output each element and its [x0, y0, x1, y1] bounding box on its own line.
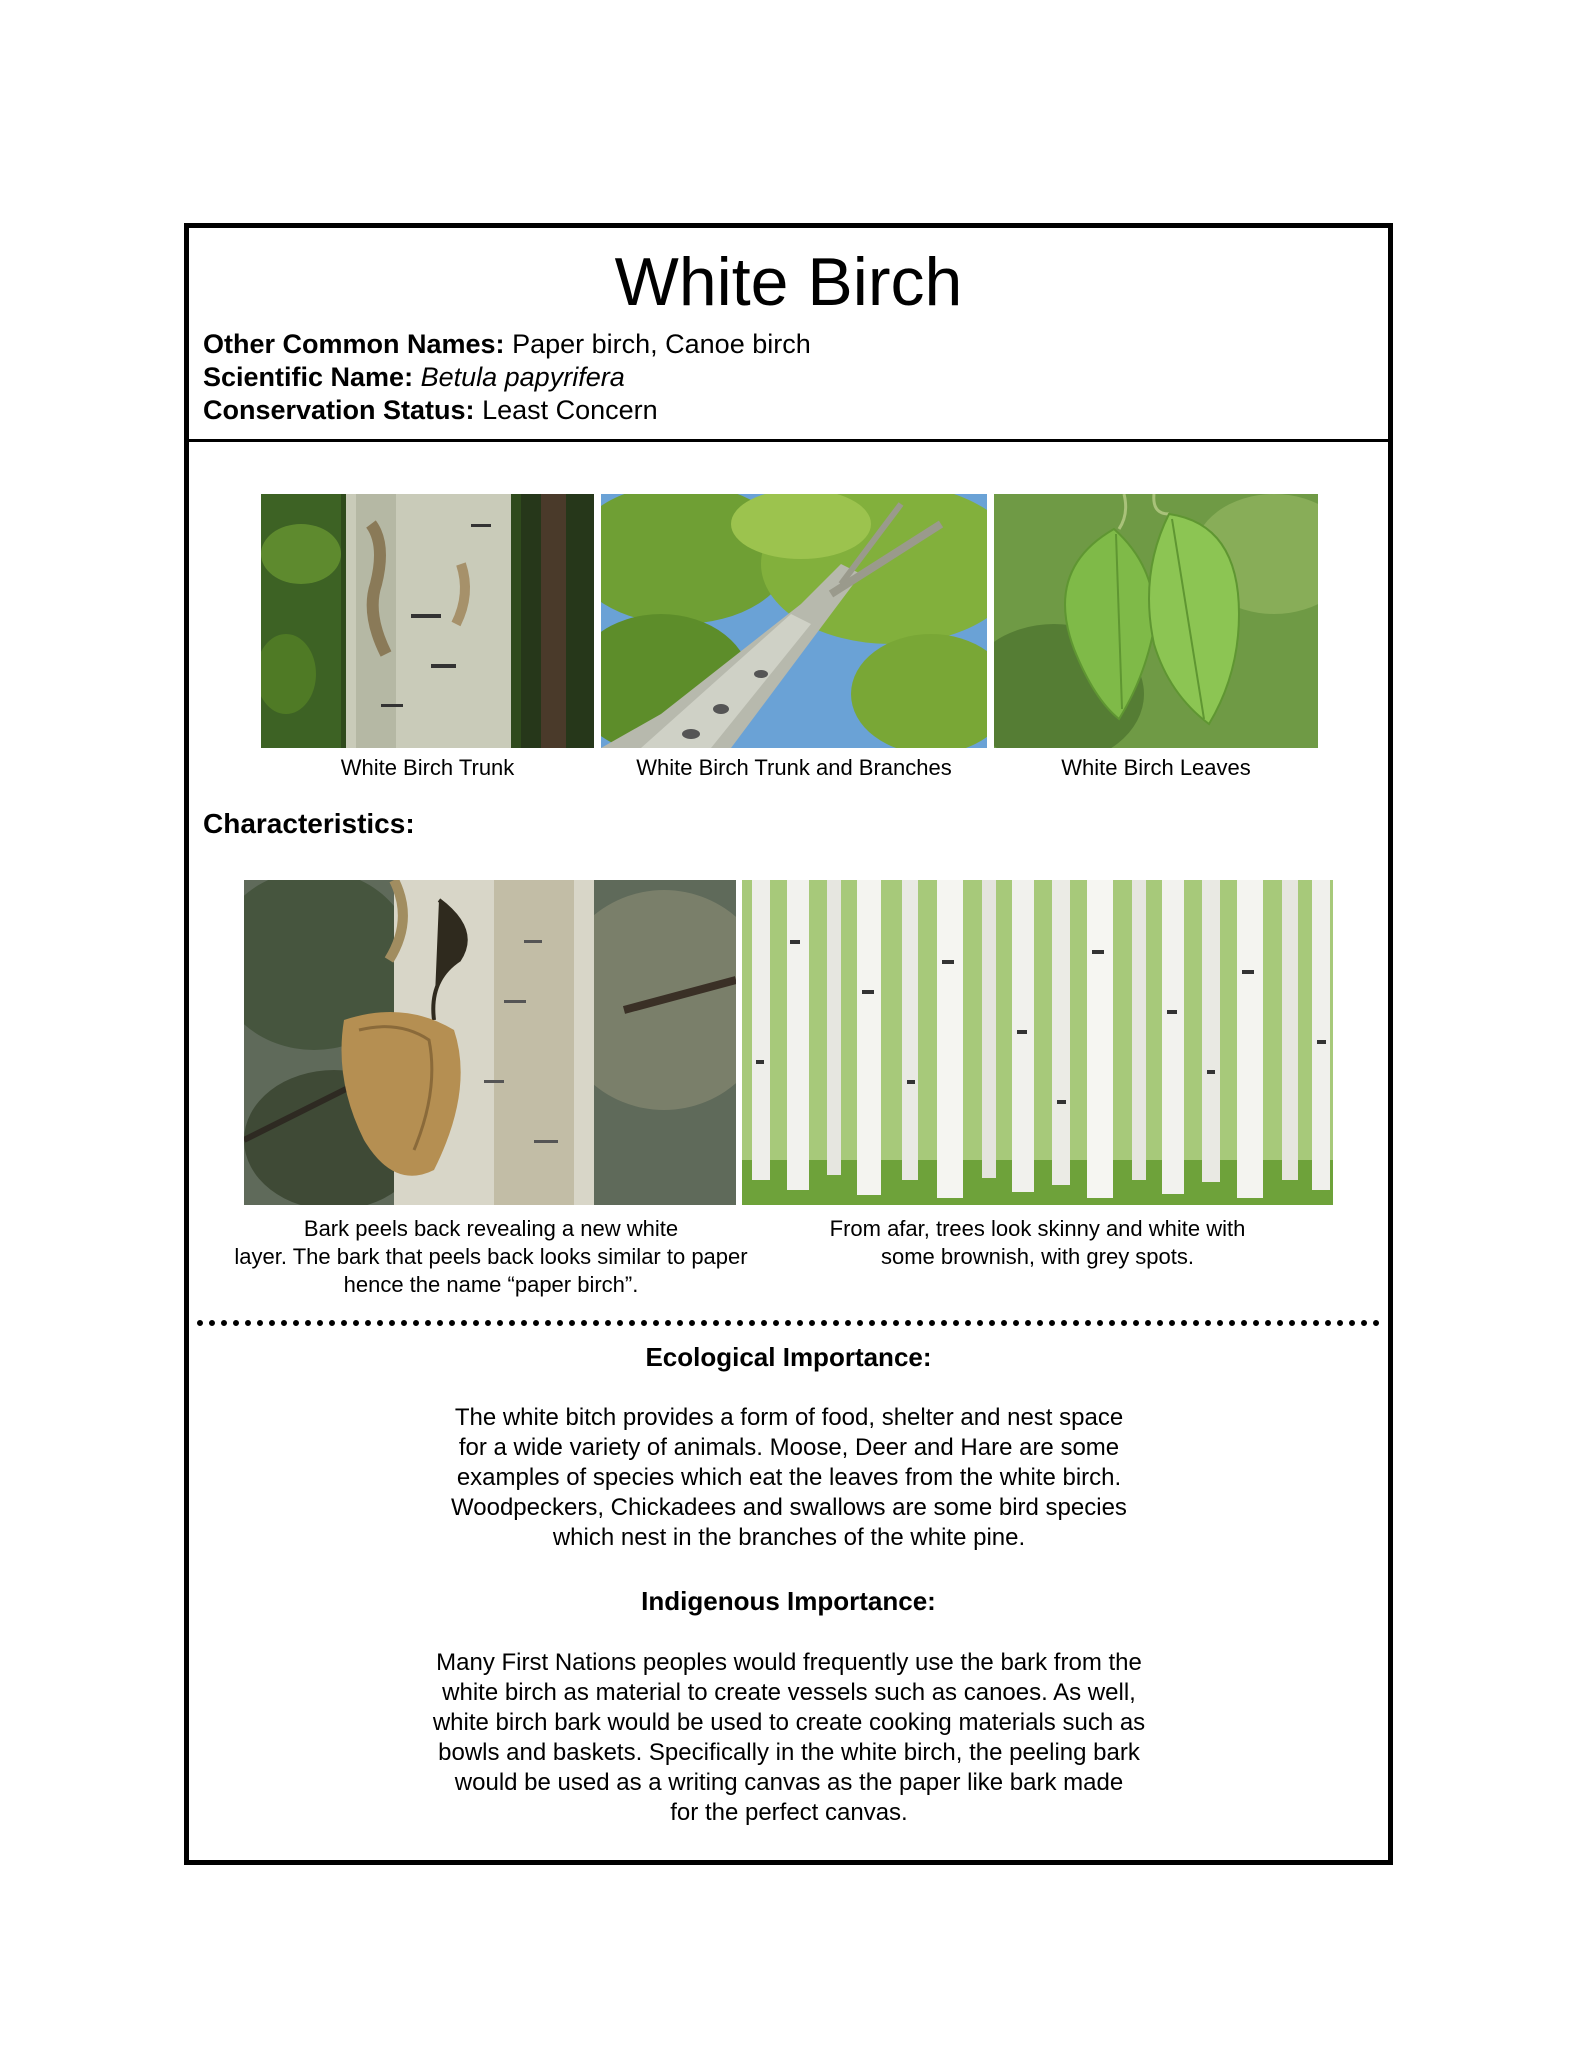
text-line: which nest in the branches of the white pine.: [552, 1524, 1026, 1551]
text-line: Many First Nations peoples would frequently use the bark from the: [436, 1649, 1142, 1676]
scientific-name-value: Betula papyrifera: [420, 362, 625, 392]
photo-birch-forest: [742, 880, 1333, 1205]
caption-peeling-bark: [197, 1215, 785, 1299]
conservation-status-value: Least Concern: [482, 395, 658, 425]
header-divider: [189, 439, 1388, 442]
photo-birch-trunk: [261, 494, 594, 748]
text-line: for a wide variety of animals. Moose, Deer and Hare are some: [458, 1434, 1120, 1461]
ecological-heading: Ecological Importance:: [645, 1342, 932, 1372]
photo-birch-trunk-branches: [601, 494, 987, 748]
indigenous-text: [389, 1648, 1189, 1828]
conservation-status-label: Conservation Status:: [203, 395, 475, 425]
text-line: examples of species which eat the leaves from the white birch.: [456, 1464, 1122, 1491]
other-names-value: Paper birch, Canoe birch: [512, 329, 811, 359]
text-line: white birch bark would be used to create cooking materials such as: [432, 1709, 1146, 1736]
caption-birch-leaves: White Birch Leaves: [1061, 755, 1251, 780]
text-line: bowls and baskets. Specifically in the white birch, the peeling bark: [438, 1739, 1140, 1766]
page-title: White Birch: [614, 244, 963, 320]
text-line: The white bitch provides a form of food, shelter and nest space: [454, 1404, 1124, 1431]
fact-sheet-frame: [184, 223, 1393, 1865]
text-line: white birch as material to create vessels such as canoes. As well,: [442, 1679, 1136, 1706]
species-info: [203, 328, 811, 427]
caption-line: some brownish, with grey spots.: [880, 1244, 1195, 1269]
other-names-label: Other Common Names:: [203, 329, 505, 359]
caption-line: hence the name “paper birch”.: [343, 1272, 639, 1297]
photo-birch-leaves: [994, 494, 1318, 748]
scientific-name-label: Scientific Name:: [203, 362, 414, 392]
section-divider: [197, 1320, 1380, 1326]
caption-line: Bark peels back revealing a new white: [303, 1216, 679, 1241]
caption-birch-trunk-branches: White Birch Trunk and Branches: [636, 755, 952, 780]
other-names-row: [203, 328, 811, 361]
caption-line: From afar, trees look skinny and white with: [829, 1216, 1246, 1241]
characteristics-heading: Characteristics:: [203, 808, 415, 839]
ecological-text: [389, 1403, 1189, 1553]
caption-birch-forest: [742, 1215, 1333, 1271]
text-line: would be used as a writing canvas as the paper like bark made: [454, 1769, 1124, 1796]
text-line: for the perfect canvas.: [670, 1799, 908, 1826]
scientific-name-row: [203, 361, 811, 394]
indigenous-heading: Indigenous Importance:: [641, 1586, 936, 1616]
caption-line: layer. The bark that peels back looks similar to paper: [234, 1244, 748, 1269]
text-line: Woodpeckers, Chickadees and swallows are some bird species: [451, 1494, 1127, 1521]
photo-peeling-bark: [244, 880, 736, 1205]
conservation-status-row: [203, 394, 811, 427]
caption-birch-trunk: White Birch Trunk: [340, 755, 515, 780]
